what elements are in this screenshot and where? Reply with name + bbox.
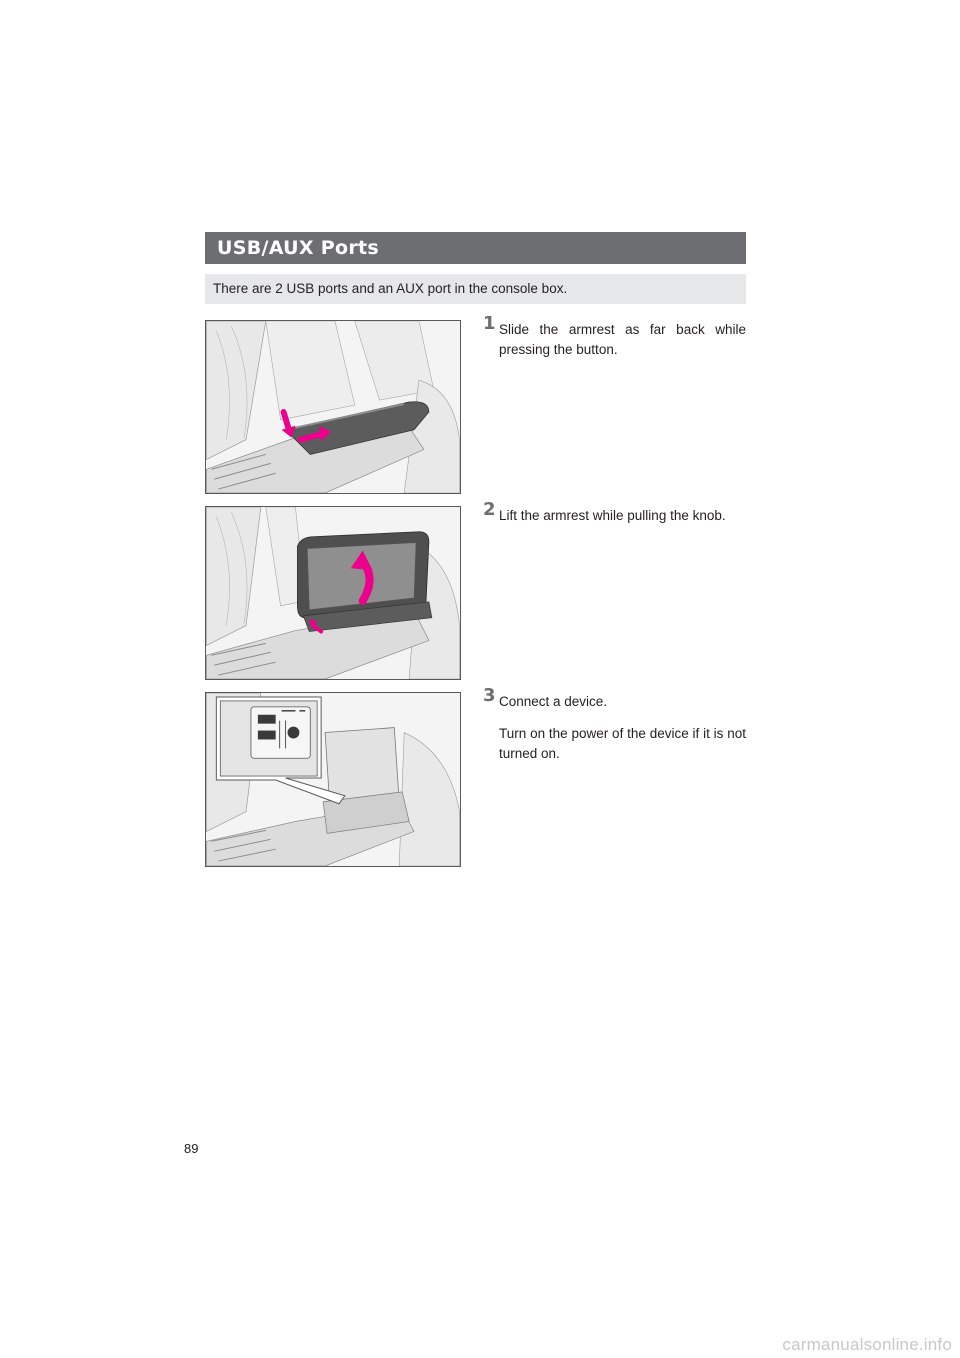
step-1 <box>483 313 746 360</box>
intro-box <box>205 274 746 304</box>
page-number: 89 <box>184 1141 199 1156</box>
step-3-number: 3 <box>483 685 496 706</box>
step-3 <box>483 685 746 764</box>
illustration-slide-armrest <box>205 320 461 494</box>
step-1-number: 1 <box>483 313 496 334</box>
lift-armrest-drawing <box>206 507 460 679</box>
illustration-connect-device <box>205 692 461 867</box>
section-title: USB/AUX Ports <box>217 237 379 259</box>
step-2-text: Lift the armrest while pulling the knob. <box>499 508 726 523</box>
connect-device-drawing <box>206 693 460 866</box>
intro-text: There are 2 USB ports and an AUX port in the console box. <box>213 281 568 296</box>
step-2 <box>483 499 746 526</box>
illustration-lift-armrest <box>205 506 461 680</box>
watermark: carmanualsonline.info <box>782 1335 952 1354</box>
step-3-text: Connect a device. <box>499 694 608 709</box>
step-3-subtext: Turn on the power of the device if it is not turned on. <box>499 726 746 761</box>
step-1-text: Slide the armrest as far back while pressing the button. <box>499 322 746 357</box>
step-2-number: 2 <box>483 499 496 520</box>
section-title-bar <box>205 232 746 264</box>
slide-armrest-drawing <box>206 321 460 493</box>
